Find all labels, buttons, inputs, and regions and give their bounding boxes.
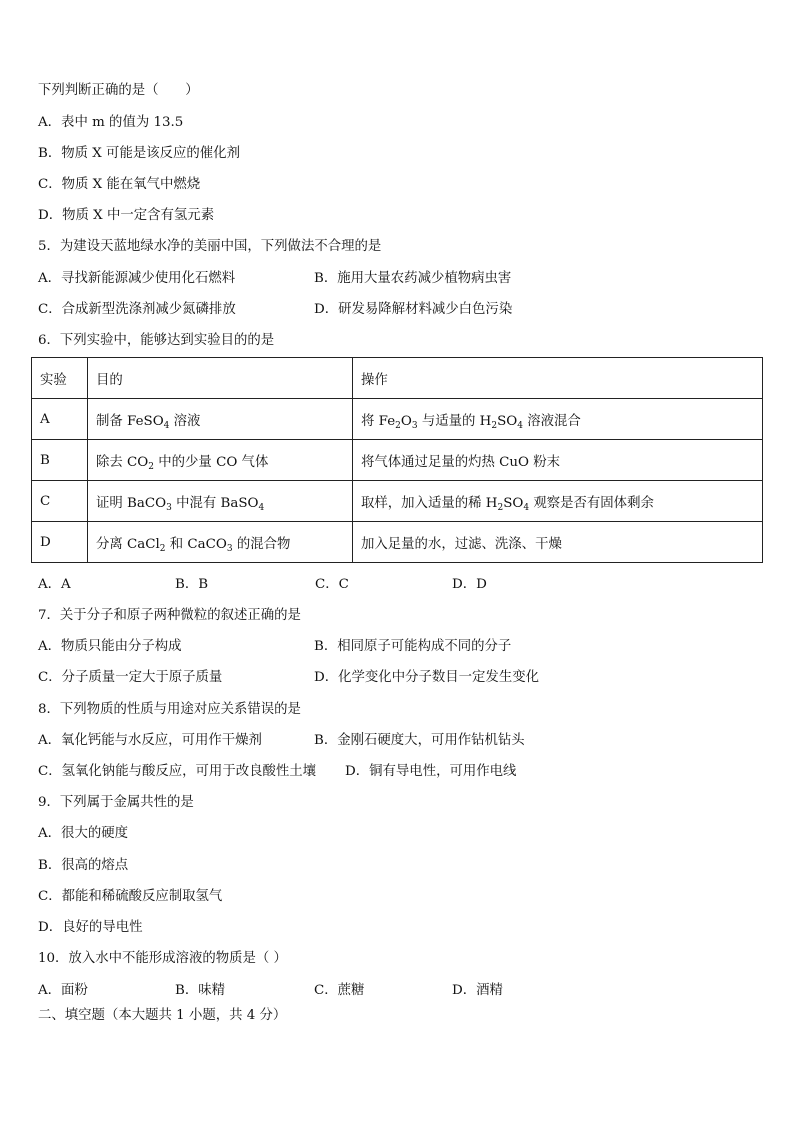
q5-option-c: C．合成新型洗涤剂减少氮磷排放: [38, 302, 236, 317]
q5-option-d: D．研发易降解材料减少白色污染: [314, 302, 513, 317]
q6-option-c: C．C: [315, 577, 349, 592]
row-operation: 加入足量的水，过滤、洗涤、干燥: [353, 522, 763, 563]
q4-option-c: C．物质 X 能在氧气中燃烧: [38, 177, 201, 192]
header-experiment: 实验: [32, 358, 88, 399]
q4-option-b: B．物质 X 可能是该反应的催化剂: [38, 146, 240, 161]
table-row-c: [32, 481, 763, 522]
q9-option-b: B．很高的熔点: [38, 858, 129, 873]
q8-option-a: A．氧化钙能与水反应，可用作干燥剂: [38, 733, 262, 748]
row-id: C: [32, 481, 88, 522]
row-operation: 取样，加入适量的稀 $H_2SO_4$ 观察是否有固体剩余: [353, 481, 763, 522]
q10-option-b: B．味精: [175, 983, 226, 998]
q8-option-c: C．氢氧化钠能与酸反应，可用于改良酸性土壤: [38, 764, 317, 779]
q10-option-d: D．酒精: [452, 983, 503, 998]
table-row-b: [32, 440, 763, 481]
row-purpose: 制备 FeSO$_4$ 溶液: [88, 399, 353, 440]
q9-stem: 9．下列属于金属共性的是: [38, 795, 194, 810]
q7-option-d: D．化学变化中分子数目一定发生变化: [314, 670, 539, 685]
row-purpose: 分离 CaCl$_2$ 和 CaCO$_3$ 的混合物: [88, 522, 353, 563]
q10-stem: 10．放入水中不能形成溶液的物质是（ ）: [38, 951, 287, 966]
q4-option-d: D．物质 X 中一定含有氢元素: [38, 208, 215, 223]
q6-stem: 6．下列实验中，能够达到实验目的的是: [38, 333, 275, 348]
q9-option-c: C．都能和稀硫酸反应制取氢气: [38, 889, 223, 904]
q7-option-b: B．相同原子可能构成不同的分子: [314, 639, 512, 654]
header-operation: 操作: [353, 358, 763, 399]
q10-option-c: C．蔗糖: [314, 983, 365, 998]
q10-option-a: A．面粉: [38, 983, 88, 998]
row-id: A: [32, 399, 88, 440]
q9-option-d: D．良好的导电性: [38, 920, 143, 935]
section-heading: 二、填空题（本大题共 1 小题，共 4 分）: [38, 1008, 287, 1023]
q5-option-a: A．寻找新能源减少使用化石燃料: [38, 271, 236, 286]
q9-option-a: A．很大的硬度: [38, 826, 129, 841]
q4-option-a: A．表中 m 的值为 13.5: [38, 115, 184, 130]
row-id: B: [32, 440, 88, 481]
row-purpose: 除去 $CO_2$ 中的少量 CO 气体: [88, 440, 353, 481]
q6-option-b: B．B: [175, 577, 209, 592]
q8-stem: 8．下列物质的性质与用途对应关系错误的是: [38, 702, 301, 717]
row-operation: 将 $Fe_2O_3$ 与适量的 $H_2SO_4$ 溶液混合: [353, 399, 763, 440]
q8-option-b: B．金刚石硬度大，可用作钻机钻头: [314, 733, 525, 748]
q6-option-a: A．A: [38, 577, 71, 592]
q7-option-a: A．物质只能由分子构成: [38, 639, 182, 654]
row-purpose: 证明 BaCO$_3$ 中混有 BaSO$_4$: [88, 481, 353, 522]
table-header-row: [32, 358, 763, 399]
row-operation: 将气体通过足量的灼热 CuO 粉末: [353, 440, 763, 481]
q5-stem: 5．为建设天蓝地绿水净的美丽中国，下列做法不合理的是: [38, 239, 382, 254]
row-id: D: [32, 522, 88, 563]
table-row-d: [32, 522, 763, 563]
header-purpose: 目的: [88, 358, 353, 399]
q8-option-d: D．铜有导电性，可用作电线: [345, 764, 517, 779]
q5-option-b: B．施用大量农药减少植物病虫害: [314, 271, 512, 286]
experiment-table: [31, 357, 763, 563]
q7-option-c: C．分子质量一定大于原子质量: [38, 670, 223, 685]
q4-stem: 下列判断正确的是（ ）: [38, 83, 199, 98]
q6-option-d: D．D: [452, 577, 487, 592]
table-row-a: [32, 399, 763, 440]
q7-stem: 7．关于分子和原子两种微粒的叙述正确的是: [38, 608, 301, 623]
